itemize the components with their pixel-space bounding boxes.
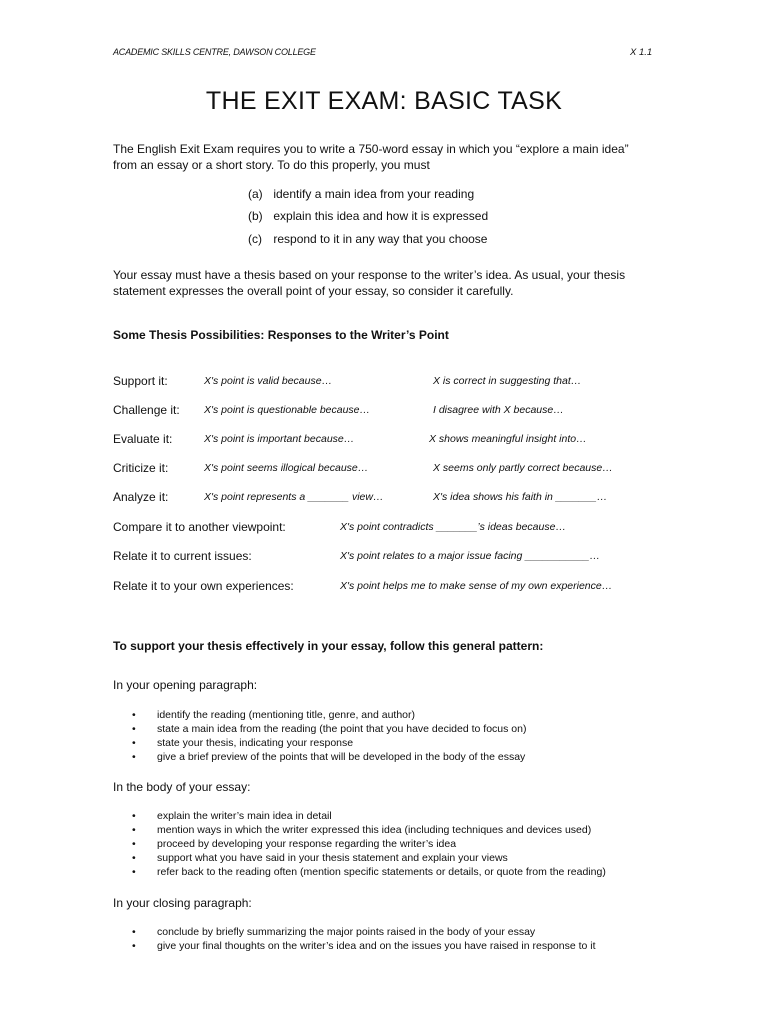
possibility-row-challenge	[0, 403, 768, 419]
list-item: • explain the writer’s main idea in detail	[132, 809, 606, 823]
page-title: THE EXIT EXAM: BASIC TASK	[205, 87, 563, 115]
possibility-label: Evaluate it:	[113, 432, 173, 446]
list-item: • refer back to the reading often (mention specific statements or details, or quote from the reading)	[132, 865, 606, 879]
list-item: • mention ways in which the writer expressed this idea (including techniques and devices used)	[132, 823, 606, 837]
possibility-example-2: X is correct in suggesting that…	[433, 375, 582, 387]
possibility-example-1: X's point is questionable because…	[204, 404, 371, 416]
requirement-a	[248, 187, 474, 201]
possibility-row-support	[0, 374, 768, 390]
possibility-label: Criticize it:	[113, 461, 169, 475]
possibility-example-2: X's idea shows his faith in _______…	[433, 491, 608, 503]
intro-paragraph	[113, 141, 673, 173]
possibility-example-1: X's point represents a _______ view…	[204, 491, 384, 503]
possibility-row-evaluate	[0, 432, 768, 448]
list-item: • state a main idea from the reading (the point that you have decided to focus on)	[132, 722, 526, 736]
opening-heading: In your opening paragraph:	[113, 678, 258, 692]
possibility-label: Support it:	[113, 374, 168, 388]
list-item: • support what you have said in your thesis statement and explain your views	[132, 851, 606, 865]
intro-line-1: The English Exit Exam requires you to write a 750-word essay in which you “explore a main idea”	[113, 142, 629, 156]
possibility-example-1: X's point is valid because…	[204, 375, 333, 387]
requirement-text: explain this idea and how it is expressed	[273, 209, 489, 223]
pattern-heading: To support your thesis effectively in your essay, follow this general pattern:	[113, 639, 544, 653]
possibility-example-2: X shows meaningful insight into…	[429, 433, 587, 445]
requirement-label: (a)	[248, 187, 263, 201]
list-item: • identify the reading (mentioning title, genre, and author)	[132, 708, 526, 722]
requirement-text: identify a main idea from your reading	[273, 187, 475, 201]
thesis-note-line-2: statement expresses the overall point of your essay, so consider it carefully.	[113, 284, 514, 298]
header-page-code: X 1.1	[630, 47, 653, 58]
intro-line-2: from an essay or a short story. To do this properly, you must	[113, 158, 430, 172]
requirement-label: (b)	[248, 209, 263, 223]
possibility-label: Analyze it:	[113, 490, 169, 504]
comparison-label: Relate it to current issues:	[113, 549, 252, 563]
possibility-row-analyze	[0, 490, 768, 506]
possibility-example-1: X's point is important because…	[204, 433, 355, 445]
body-list	[132, 809, 606, 879]
possibility-row-criticize	[0, 461, 768, 477]
possibility-example-2: X seems only partly correct because…	[433, 462, 613, 474]
header-institution: ACADEMIC SKILLS CENTRE, DAWSON COLLEGE	[113, 47, 316, 57]
possibility-label: Challenge it:	[113, 403, 180, 417]
comparison-row-issues	[0, 549, 768, 565]
closing-list	[132, 925, 596, 953]
opening-list	[132, 708, 526, 764]
requirement-b	[248, 209, 488, 223]
thesis-note-line-1: Your essay must have a thesis based on your response to the writer’s idea. As usual, your thesis	[113, 268, 626, 282]
comparison-label: Compare it to another viewpoint:	[113, 520, 286, 534]
comparison-example: X's point helps me to make sense of my own experience…	[340, 580, 613, 592]
thesis-note-paragraph	[113, 267, 673, 299]
list-item: • state your thesis, indicating your response	[132, 736, 526, 750]
possibility-example-1: X's point seems illogical because…	[204, 462, 369, 474]
list-item: • give your final thoughts on the writer’s idea and on the issues you have raised in response to it	[132, 939, 596, 953]
list-item: • give a brief preview of the points that will be developed in the body of the essay	[132, 750, 526, 764]
closing-heading: In your closing paragraph:	[113, 896, 252, 910]
list-item: • proceed by developing your response regarding the writer’s idea	[132, 837, 606, 851]
list-item: • conclude by briefly summarizing the major points raised in the body of your essay	[132, 925, 596, 939]
requirement-text: respond to it in any way that you choose	[273, 232, 488, 246]
comparison-row-viewpoint	[0, 520, 768, 536]
comparison-row-experiences	[0, 579, 768, 595]
requirement-label: (c)	[248, 232, 262, 246]
comparison-example: X's point contradicts _______’s ideas because…	[340, 521, 566, 533]
possibility-example-2: I disagree with X because…	[433, 404, 564, 416]
possibilities-heading: Some Thesis Possibilities: Responses to the Writer’s Point	[113, 328, 449, 342]
comparison-example: X's point relates to a major issue facing ___________…	[340, 550, 600, 562]
requirement-c	[248, 232, 487, 246]
comparison-label: Relate it to your own experiences:	[113, 579, 294, 593]
body-heading: In the body of your essay:	[113, 780, 251, 794]
